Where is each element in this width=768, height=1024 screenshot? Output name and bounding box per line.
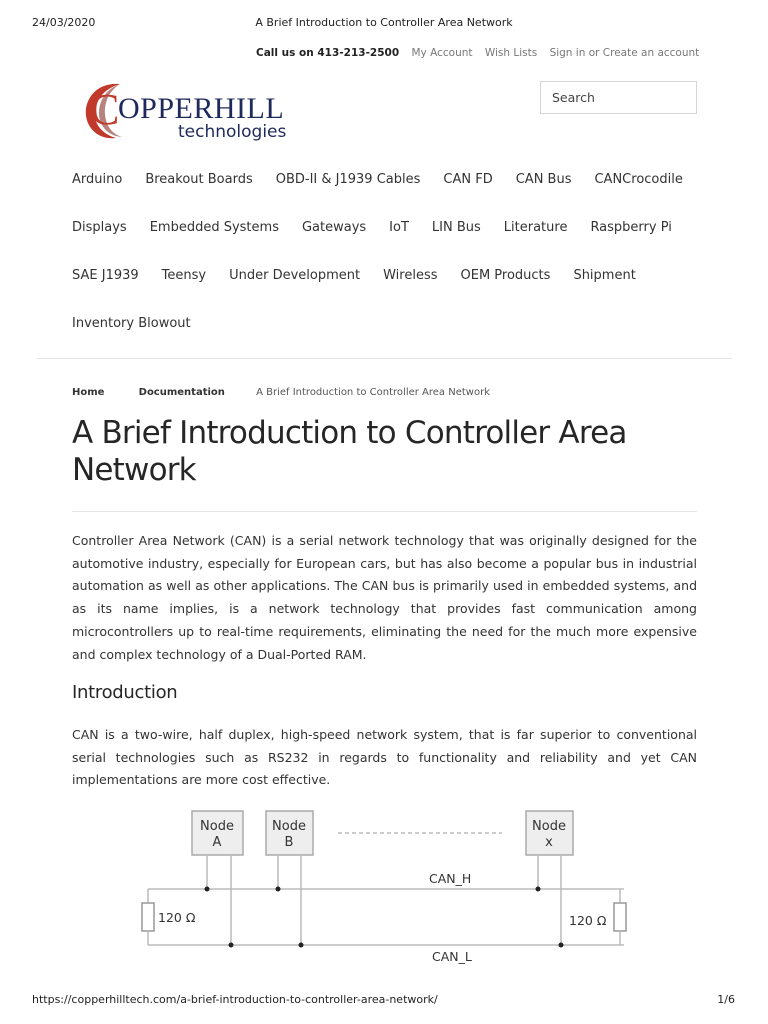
nav-row [72,172,712,220]
right-resistor-label: 120 Ω [569,913,607,928]
nav-row [72,268,712,316]
node-b-box [266,811,313,855]
left-termination-resistor [142,903,154,931]
logo-tagline: technologies [178,122,287,142]
breadcrumb-current: A Brief Introduction to Controller Area Network [256,387,490,398]
node-a-box [192,811,243,855]
breadcrumb-documentation[interactable]: Documentation [138,387,225,398]
breadcrumb [72,387,490,398]
nav-item-displays[interactable]: Displays [72,220,127,235]
nav-item-breakout-boards[interactable]: Breakout Boards [145,172,253,187]
node-b-id: B [284,835,294,850]
nav-item-can-bus[interactable]: CAN Bus [515,172,572,187]
intro-paragraph: Controller Area Network (CAN) is a serial network technology that was originally designed for the automotive industry, especially for European cars, but has also become a popular bus in industrial automation as well as other applications. The CAN bus is primarily used in embedded systems, and as its name implies, is a network technology that provides fast communication among microcontrollers up to real-time requirements, eliminating the need for the much more expensive and complex technology of a Dual-Ported RAM. [72,533,697,662]
create-account-link[interactable]: Create an account [602,47,700,59]
nav-item-shipment[interactable]: Shipment [573,268,636,283]
logo-name: OPPERHILL [118,92,285,125]
category-nav [72,172,712,364]
logo-letter: C [90,85,120,134]
left-resistor-label: 120 Ω [158,910,196,925]
sign-in-or-text: or [585,47,603,59]
nav-item-gateways[interactable]: Gateways [301,220,367,235]
nav-row [72,316,712,364]
nav-item-obd-j1939-cables[interactable]: OBD-II & J1939 Cables [275,172,421,187]
right-termination-resistor [614,903,626,931]
nav-item-can-fd[interactable]: CAN FD [443,172,493,187]
nav-item-arduino[interactable]: Arduino [72,172,123,187]
sign-in-link[interactable]: Sign in [549,47,586,59]
title-divider [72,511,697,512]
node-a-id: A [212,835,222,850]
nav-item-sae-j1939[interactable]: SAE J1939 [72,268,139,283]
copperhill-logo[interactable] [82,80,322,142]
top-utility-bar [256,47,699,59]
node-b-label: Node [272,819,306,834]
node-x-id: x [545,835,553,850]
my-account-link[interactable]: My Account [411,47,473,59]
call-us-phone[interactable]: Call us on 413-213-2500 [256,47,400,59]
print-date: 24/03/2020 [32,16,96,29]
search-input[interactable] [540,81,697,114]
can-h-label: CAN_H [429,871,472,886]
can-bus-diagram [138,807,634,969]
print-page-number: 1/6 [717,993,735,1006]
can-description-paragraph: CAN is a two-wire, half duplex, high-speed network system, that is far superior to conventional serial technologies such as RS232 in regards to functionality and reliability and yet CAN implementations are more cost effective. [72,727,697,788]
page-title: A Brief Introduction to Controller Area Network [72,415,627,488]
nav-item-oem-products[interactable]: OEM Products [460,268,551,283]
breadcrumb-home[interactable]: Home [72,387,105,398]
nav-item-teensy[interactable]: Teensy [161,268,207,283]
nav-item-under-development[interactable]: Under Development [229,268,361,283]
can-l-label: CAN_L [432,949,472,964]
nav-item-iot[interactable]: IoT [389,220,409,235]
wish-lists-link[interactable]: Wish Lists [484,47,538,59]
nav-row [72,220,712,268]
section-heading-introduction: Introduction [72,682,178,703]
nav-item-raspberry-pi[interactable]: Raspberry Pi [590,220,672,235]
nav-item-cancrocodile[interactable]: CANCrocodile [594,172,683,187]
print-title: A Brief Introduction to Controller Area Network [255,16,513,29]
node-x-label: Node [532,819,566,834]
nav-item-inventory-blowout[interactable]: Inventory Blowout [72,316,191,331]
nav-divider [37,358,732,359]
nav-item-wireless[interactable]: Wireless [383,268,438,283]
nav-item-literature[interactable]: Literature [503,220,568,235]
nav-item-embedded-systems[interactable]: Embedded Systems [149,220,279,235]
print-url: https://copperhilltech.com/a-brief-introduction-to-controller-area-network/ [32,993,438,1006]
node-x-box [526,811,573,855]
nav-item-lin-bus[interactable]: LIN Bus [431,220,481,235]
node-a-label: Node [200,819,234,834]
